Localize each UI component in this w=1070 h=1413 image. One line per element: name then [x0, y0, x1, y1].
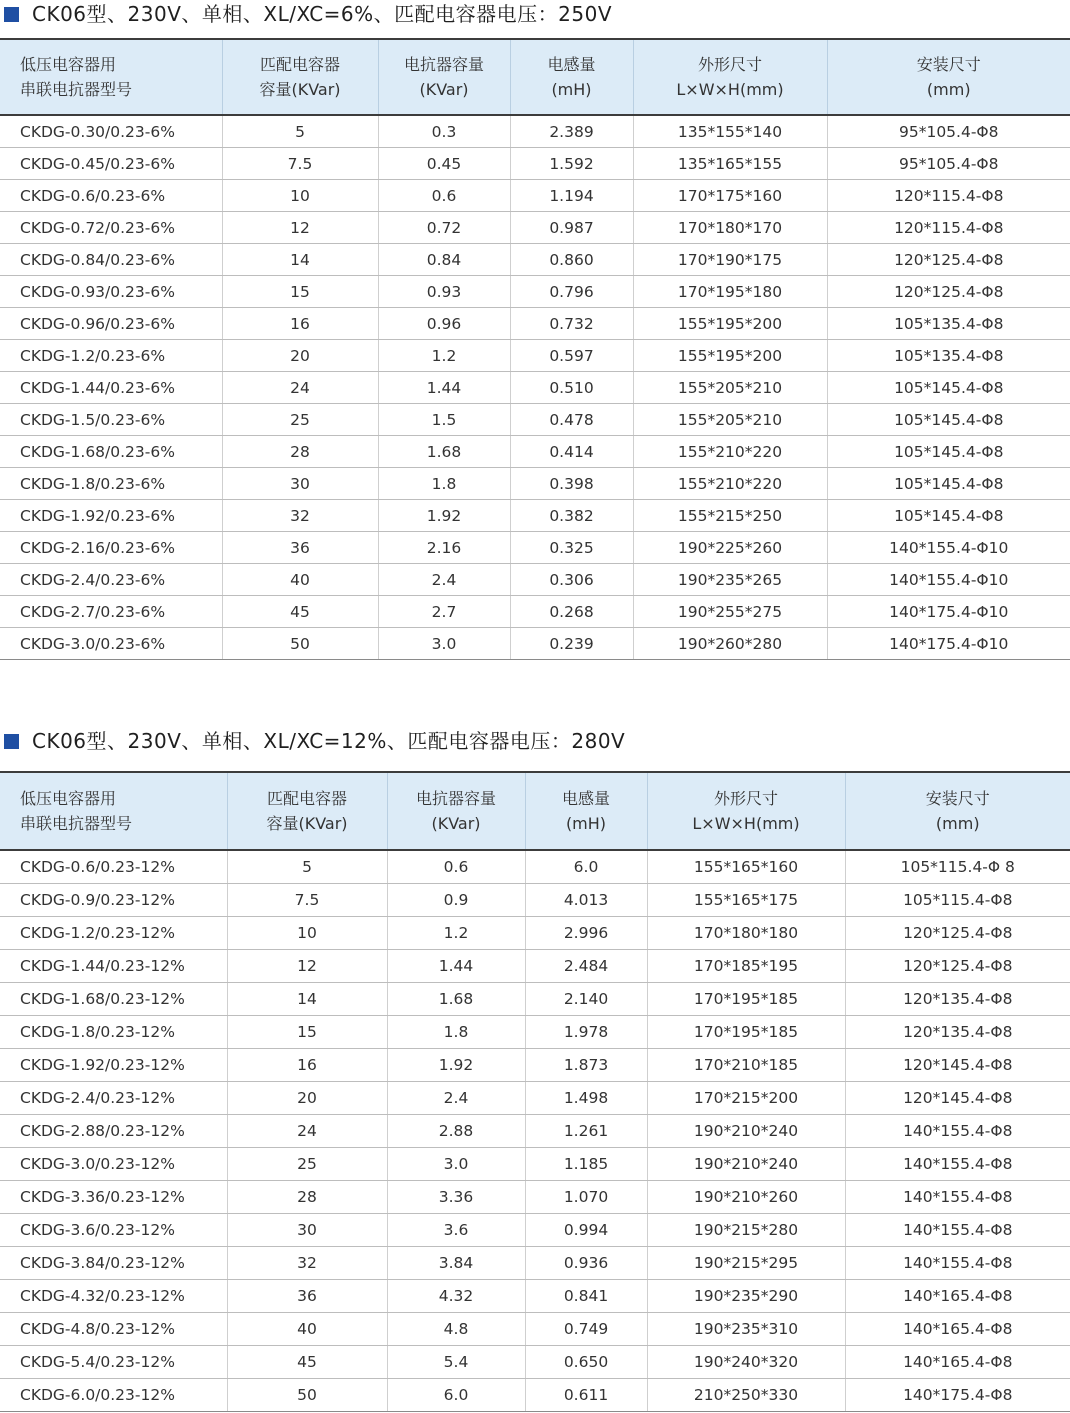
blue-square-bullet-icon	[4, 7, 19, 22]
cell-inductance: 0.478	[510, 404, 633, 436]
cell-capacitor-capacity: 32	[227, 1247, 387, 1280]
cell-model: CKDG-0.96/0.23-6%	[0, 308, 222, 340]
cell-reactor-capacity: 2.7	[378, 596, 510, 628]
cell-mounting: 140*155.4-Φ8	[845, 1181, 1070, 1214]
cell-mounting: 140*155.4-Φ8	[845, 1115, 1070, 1148]
table-header-row	[0, 772, 1070, 850]
cell-reactor-capacity: 0.45	[378, 148, 510, 180]
cell-capacitor-capacity: 15	[222, 276, 378, 308]
cell-model: CKDG-1.2/0.23-6%	[0, 340, 222, 372]
cell-capacitor-capacity: 50	[222, 628, 378, 660]
cell-model: CKDG-0.9/0.23-12%	[0, 884, 227, 917]
cell-dimensions: 170*195*180	[633, 276, 827, 308]
cell-model: CKDG-1.92/0.23-12%	[0, 1049, 227, 1082]
cell-inductance: 2.996	[525, 917, 647, 950]
cell-mounting: 105*115.4-Φ8	[845, 884, 1070, 917]
cell-dimensions: 170*215*200	[647, 1082, 845, 1115]
cell-mounting: 120*125.4-Φ8	[845, 917, 1070, 950]
header-dimensions: 外形尺寸 L×W×H(mm)	[633, 39, 827, 115]
cell-mounting: 120*135.4-Φ8	[845, 1016, 1070, 1049]
cell-capacitor-capacity: 15	[227, 1016, 387, 1049]
cell-reactor-capacity: 1.68	[387, 983, 525, 1016]
cell-capacitor-capacity: 40	[222, 564, 378, 596]
cell-reactor-capacity: 1.2	[387, 917, 525, 950]
cell-capacitor-capacity: 10	[222, 180, 378, 212]
cell-inductance: 1.261	[525, 1115, 647, 1148]
cell-capacitor-capacity: 7.5	[222, 148, 378, 180]
cell-mounting: 120*145.4-Φ8	[845, 1049, 1070, 1082]
cell-dimensions: 155*210*220	[633, 468, 827, 500]
header-capacitor-capacity: 匹配电容器 容量(KVar)	[222, 39, 378, 115]
cell-capacitor-capacity: 16	[222, 308, 378, 340]
header-model: 低压电容器用 串联电抗器型号	[0, 772, 227, 850]
header-model: 低压电容器用 串联电抗器型号	[0, 39, 222, 115]
cell-inductance: 4.013	[525, 884, 647, 917]
cell-reactor-capacity: 4.32	[387, 1280, 525, 1313]
cell-mounting: 105*145.4-Φ8	[827, 468, 1070, 500]
cell-mounting: 120*125.4-Φ8	[845, 950, 1070, 983]
table-row	[0, 468, 1070, 500]
table-row	[0, 950, 1070, 983]
cell-inductance: 1.194	[510, 180, 633, 212]
cell-model: CKDG-2.4/0.23-6%	[0, 564, 222, 596]
table-row	[0, 404, 1070, 436]
cell-mounting: 120*135.4-Φ8	[845, 983, 1070, 1016]
table-row	[0, 1247, 1070, 1280]
cell-reactor-capacity: 0.84	[378, 244, 510, 276]
spec-section-12pct	[0, 727, 1070, 1412]
cell-dimensions: 135*155*140	[633, 115, 827, 148]
table-row	[0, 1016, 1070, 1049]
cell-inductance: 1.978	[525, 1016, 647, 1049]
cell-inductance: 0.611	[525, 1379, 647, 1412]
cell-reactor-capacity: 1.68	[378, 436, 510, 468]
table-row	[0, 115, 1070, 148]
cell-model: CKDG-1.68/0.23-12%	[0, 983, 227, 1016]
cell-inductance: 0.597	[510, 340, 633, 372]
cell-inductance: 0.994	[525, 1214, 647, 1247]
cell-dimensions: 170*180*180	[647, 917, 845, 950]
cell-model: CKDG-2.4/0.23-12%	[0, 1082, 227, 1115]
cell-capacitor-capacity: 36	[227, 1280, 387, 1313]
cell-dimensions: 190*260*280	[633, 628, 827, 660]
header-inductance: 电感量 (mH)	[510, 39, 633, 115]
cell-inductance: 1.873	[525, 1049, 647, 1082]
table-row	[0, 276, 1070, 308]
cell-inductance: 1.592	[510, 148, 633, 180]
cell-dimensions: 190*255*275	[633, 596, 827, 628]
cell-capacitor-capacity: 10	[227, 917, 387, 950]
cell-mounting: 140*155.4-Φ8	[845, 1247, 1070, 1280]
table-row	[0, 1379, 1070, 1412]
cell-dimensions: 190*225*260	[633, 532, 827, 564]
section-title	[0, 727, 1070, 755]
cell-dimensions: 170*185*195	[647, 950, 845, 983]
cell-reactor-capacity: 1.8	[378, 468, 510, 500]
cell-dimensions: 190*210*240	[647, 1148, 845, 1181]
section-title-text: CK06型、230V、单相、XL/XC=12%、匹配电容器电压：280V	[32, 729, 626, 753]
cell-dimensions: 190*235*310	[647, 1313, 845, 1346]
cell-mounting: 140*165.4-Φ8	[845, 1313, 1070, 1346]
cell-mounting: 140*155.4-Φ8	[845, 1148, 1070, 1181]
cell-reactor-capacity: 2.4	[378, 564, 510, 596]
cell-mounting: 95*105.4-Φ8	[827, 115, 1070, 148]
cell-inductance: 0.510	[510, 372, 633, 404]
cell-capacitor-capacity: 12	[222, 212, 378, 244]
table-row	[0, 1082, 1070, 1115]
table-row	[0, 308, 1070, 340]
cell-reactor-capacity: 0.72	[378, 212, 510, 244]
cell-capacitor-capacity: 5	[222, 115, 378, 148]
table-row	[0, 917, 1070, 950]
cell-capacitor-capacity: 45	[227, 1346, 387, 1379]
cell-mounting: 95*105.4-Φ8	[827, 148, 1070, 180]
table-row	[0, 500, 1070, 532]
cell-inductance: 0.414	[510, 436, 633, 468]
cell-dimensions: 155*205*210	[633, 372, 827, 404]
table-row	[0, 244, 1070, 276]
cell-reactor-capacity: 3.84	[387, 1247, 525, 1280]
cell-model: CKDG-5.4/0.23-12%	[0, 1346, 227, 1379]
cell-model: CKDG-1.8/0.23-12%	[0, 1016, 227, 1049]
cell-reactor-capacity: 3.0	[378, 628, 510, 660]
cell-inductance: 0.796	[510, 276, 633, 308]
cell-dimensions: 155*195*200	[633, 308, 827, 340]
cell-model: CKDG-1.92/0.23-6%	[0, 500, 222, 532]
cell-inductance: 0.398	[510, 468, 633, 500]
table-row	[0, 850, 1070, 884]
cell-dimensions: 135*165*155	[633, 148, 827, 180]
table-row	[0, 884, 1070, 917]
cell-dimensions: 190*235*290	[647, 1280, 845, 1313]
table-row	[0, 1148, 1070, 1181]
table-row	[0, 212, 1070, 244]
cell-inductance: 6.0	[525, 850, 647, 884]
cell-model: CKDG-2.88/0.23-12%	[0, 1115, 227, 1148]
cell-capacitor-capacity: 30	[222, 468, 378, 500]
cell-reactor-capacity: 0.6	[387, 850, 525, 884]
cell-dimensions: 170*175*160	[633, 180, 827, 212]
cell-mounting: 140*155.4-Φ8	[845, 1214, 1070, 1247]
cell-mounting: 120*115.4-Φ8	[827, 212, 1070, 244]
table-row	[0, 148, 1070, 180]
cell-dimensions: 155*195*200	[633, 340, 827, 372]
cell-model: CKDG-6.0/0.23-12%	[0, 1379, 227, 1412]
cell-reactor-capacity: 1.92	[387, 1049, 525, 1082]
cell-mounting: 105*145.4-Φ8	[827, 372, 1070, 404]
cell-reactor-capacity: 1.92	[378, 500, 510, 532]
table-row	[0, 1280, 1070, 1313]
spec-table	[0, 771, 1070, 1412]
cell-model: CKDG-3.0/0.23-6%	[0, 628, 222, 660]
cell-reactor-capacity: 1.44	[378, 372, 510, 404]
cell-reactor-capacity: 3.36	[387, 1181, 525, 1214]
cell-model: CKDG-4.8/0.23-12%	[0, 1313, 227, 1346]
cell-inductance: 0.382	[510, 500, 633, 532]
blue-square-bullet-icon	[4, 734, 19, 749]
cell-capacitor-capacity: 30	[227, 1214, 387, 1247]
cell-inductance: 2.140	[525, 983, 647, 1016]
cell-capacitor-capacity: 45	[222, 596, 378, 628]
cell-capacitor-capacity: 25	[222, 404, 378, 436]
cell-model: CKDG-0.30/0.23-6%	[0, 115, 222, 148]
cell-model: CKDG-3.0/0.23-12%	[0, 1148, 227, 1181]
cell-reactor-capacity: 3.0	[387, 1148, 525, 1181]
cell-mounting: 140*155.4-Φ10	[827, 564, 1070, 596]
table-row	[0, 532, 1070, 564]
cell-reactor-capacity: 1.44	[387, 950, 525, 983]
cell-capacitor-capacity: 32	[222, 500, 378, 532]
cell-mounting: 105*145.4-Φ8	[827, 436, 1070, 468]
cell-capacitor-capacity: 20	[222, 340, 378, 372]
cell-mounting: 140*175.4-Φ8	[845, 1379, 1070, 1412]
section-title-text: CK06型、230V、单相、XL/XC=6%、匹配电容器电压：250V	[32, 2, 613, 26]
table-row	[0, 628, 1070, 660]
cell-mounting: 140*165.4-Φ8	[845, 1280, 1070, 1313]
header-inductance: 电感量 (mH)	[525, 772, 647, 850]
cell-inductance: 0.936	[525, 1247, 647, 1280]
cell-reactor-capacity: 1.5	[378, 404, 510, 436]
cell-mounting: 105*135.4-Φ8	[827, 340, 1070, 372]
cell-dimensions: 155*165*160	[647, 850, 845, 884]
cell-capacitor-capacity: 40	[227, 1313, 387, 1346]
header-reactor-capacity: 电抗器容量 (KVar)	[378, 39, 510, 115]
cell-inductance: 1.185	[525, 1148, 647, 1181]
cell-capacitor-capacity: 28	[227, 1181, 387, 1214]
table-row	[0, 1181, 1070, 1214]
table-row	[0, 564, 1070, 596]
cell-reactor-capacity: 0.96	[378, 308, 510, 340]
cell-capacitor-capacity: 14	[222, 244, 378, 276]
cell-inductance: 0.987	[510, 212, 633, 244]
table-header-row	[0, 39, 1070, 115]
cell-mounting: 105*115.4-Φ 8	[845, 850, 1070, 884]
table-row	[0, 1313, 1070, 1346]
cell-model: CKDG-1.5/0.23-6%	[0, 404, 222, 436]
cell-model: CKDG-1.68/0.23-6%	[0, 436, 222, 468]
cell-reactor-capacity: 6.0	[387, 1379, 525, 1412]
spec-section-6pct	[0, 0, 1070, 660]
cell-model: CKDG-1.8/0.23-6%	[0, 468, 222, 500]
cell-inductance: 1.070	[525, 1181, 647, 1214]
cell-inductance: 2.484	[525, 950, 647, 983]
cell-inductance: 0.239	[510, 628, 633, 660]
cell-inductance: 0.325	[510, 532, 633, 564]
cell-dimensions: 155*210*220	[633, 436, 827, 468]
header-mounting: 安装尺寸 (mm)	[827, 39, 1070, 115]
table-row	[0, 340, 1070, 372]
cell-reactor-capacity: 4.8	[387, 1313, 525, 1346]
table-row	[0, 436, 1070, 468]
cell-reactor-capacity: 1.2	[378, 340, 510, 372]
cell-capacitor-capacity: 5	[227, 850, 387, 884]
cell-inductance: 0.306	[510, 564, 633, 596]
cell-model: CKDG-0.93/0.23-6%	[0, 276, 222, 308]
cell-mounting: 120*125.4-Φ8	[827, 244, 1070, 276]
cell-reactor-capacity: 5.4	[387, 1346, 525, 1379]
table-row	[0, 1049, 1070, 1082]
cell-mounting: 120*115.4-Φ8	[827, 180, 1070, 212]
header-capacitor-capacity: 匹配电容器 容量(KVar)	[227, 772, 387, 850]
cell-model: CKDG-0.6/0.23-6%	[0, 180, 222, 212]
cell-reactor-capacity: 1.8	[387, 1016, 525, 1049]
cell-inductance: 2.389	[510, 115, 633, 148]
cell-mounting: 105*145.4-Φ8	[827, 500, 1070, 532]
cell-model: CKDG-2.16/0.23-6%	[0, 532, 222, 564]
table-row	[0, 180, 1070, 212]
cell-dimensions: 190*215*280	[647, 1214, 845, 1247]
cell-capacitor-capacity: 25	[227, 1148, 387, 1181]
cell-capacitor-capacity: 20	[227, 1082, 387, 1115]
cell-model: CKDG-0.84/0.23-6%	[0, 244, 222, 276]
table-row	[0, 1115, 1070, 1148]
cell-model: CKDG-3.36/0.23-12%	[0, 1181, 227, 1214]
cell-model: CKDG-3.6/0.23-12%	[0, 1214, 227, 1247]
cell-mounting: 140*175.4-Φ10	[827, 628, 1070, 660]
cell-inductance: 1.498	[525, 1082, 647, 1115]
cell-capacitor-capacity: 24	[227, 1115, 387, 1148]
cell-dimensions: 155*215*250	[633, 500, 827, 532]
cell-capacitor-capacity: 7.5	[227, 884, 387, 917]
cell-dimensions: 170*195*185	[647, 983, 845, 1016]
table-row	[0, 1214, 1070, 1247]
cell-reactor-capacity: 2.4	[387, 1082, 525, 1115]
header-reactor-capacity: 电抗器容量 (KVar)	[387, 772, 525, 850]
cell-mounting: 105*135.4-Φ8	[827, 308, 1070, 340]
cell-dimensions: 190*215*295	[647, 1247, 845, 1280]
cell-dimensions: 190*235*265	[633, 564, 827, 596]
cell-reactor-capacity: 2.16	[378, 532, 510, 564]
cell-mounting: 105*145.4-Φ8	[827, 404, 1070, 436]
cell-dimensions: 170*190*175	[633, 244, 827, 276]
cell-capacitor-capacity: 28	[222, 436, 378, 468]
table-row	[0, 596, 1070, 628]
table-row	[0, 983, 1070, 1016]
cell-reactor-capacity: 0.6	[378, 180, 510, 212]
table-row	[0, 372, 1070, 404]
cell-model: CKDG-3.84/0.23-12%	[0, 1247, 227, 1280]
header-dimensions: 外形尺寸 L×W×H(mm)	[647, 772, 845, 850]
cell-inductance: 0.749	[525, 1313, 647, 1346]
cell-inductance: 0.841	[525, 1280, 647, 1313]
cell-capacitor-capacity: 14	[227, 983, 387, 1016]
cell-dimensions: 155*205*210	[633, 404, 827, 436]
section-title	[0, 0, 1070, 28]
cell-reactor-capacity: 0.3	[378, 115, 510, 148]
cell-model: CKDG-2.7/0.23-6%	[0, 596, 222, 628]
cell-capacitor-capacity: 50	[227, 1379, 387, 1412]
cell-model: CKDG-0.45/0.23-6%	[0, 148, 222, 180]
cell-capacitor-capacity: 24	[222, 372, 378, 404]
cell-inductance: 0.268	[510, 596, 633, 628]
cell-model: CKDG-1.44/0.23-6%	[0, 372, 222, 404]
cell-dimensions: 190*240*320	[647, 1346, 845, 1379]
cell-mounting: 140*165.4-Φ8	[845, 1346, 1070, 1379]
cell-mounting: 120*125.4-Φ8	[827, 276, 1070, 308]
cell-capacitor-capacity: 36	[222, 532, 378, 564]
cell-inductance: 0.860	[510, 244, 633, 276]
cell-model: CKDG-1.2/0.23-12%	[0, 917, 227, 950]
table-row	[0, 1346, 1070, 1379]
spec-table	[0, 38, 1070, 660]
cell-dimensions: 190*210*260	[647, 1181, 845, 1214]
cell-reactor-capacity: 3.6	[387, 1214, 525, 1247]
cell-dimensions: 155*165*175	[647, 884, 845, 917]
cell-reactor-capacity: 0.93	[378, 276, 510, 308]
cell-dimensions: 170*195*185	[647, 1016, 845, 1049]
cell-mounting: 120*145.4-Φ8	[845, 1082, 1070, 1115]
cell-inductance: 0.650	[525, 1346, 647, 1379]
cell-dimensions: 190*210*240	[647, 1115, 845, 1148]
header-mounting: 安装尺寸 (mm)	[845, 772, 1070, 850]
cell-inductance: 0.732	[510, 308, 633, 340]
cell-model: CKDG-0.72/0.23-6%	[0, 212, 222, 244]
cell-model: CKDG-0.6/0.23-12%	[0, 850, 227, 884]
cell-reactor-capacity: 2.88	[387, 1115, 525, 1148]
cell-mounting: 140*155.4-Φ10	[827, 532, 1070, 564]
cell-dimensions: 170*180*170	[633, 212, 827, 244]
cell-reactor-capacity: 0.9	[387, 884, 525, 917]
cell-dimensions: 210*250*330	[647, 1379, 845, 1412]
cell-capacitor-capacity: 16	[227, 1049, 387, 1082]
cell-model: CKDG-4.32/0.23-12%	[0, 1280, 227, 1313]
cell-model: CKDG-1.44/0.23-12%	[0, 950, 227, 983]
cell-mounting: 140*175.4-Φ10	[827, 596, 1070, 628]
cell-dimensions: 170*210*185	[647, 1049, 845, 1082]
cell-capacitor-capacity: 12	[227, 950, 387, 983]
